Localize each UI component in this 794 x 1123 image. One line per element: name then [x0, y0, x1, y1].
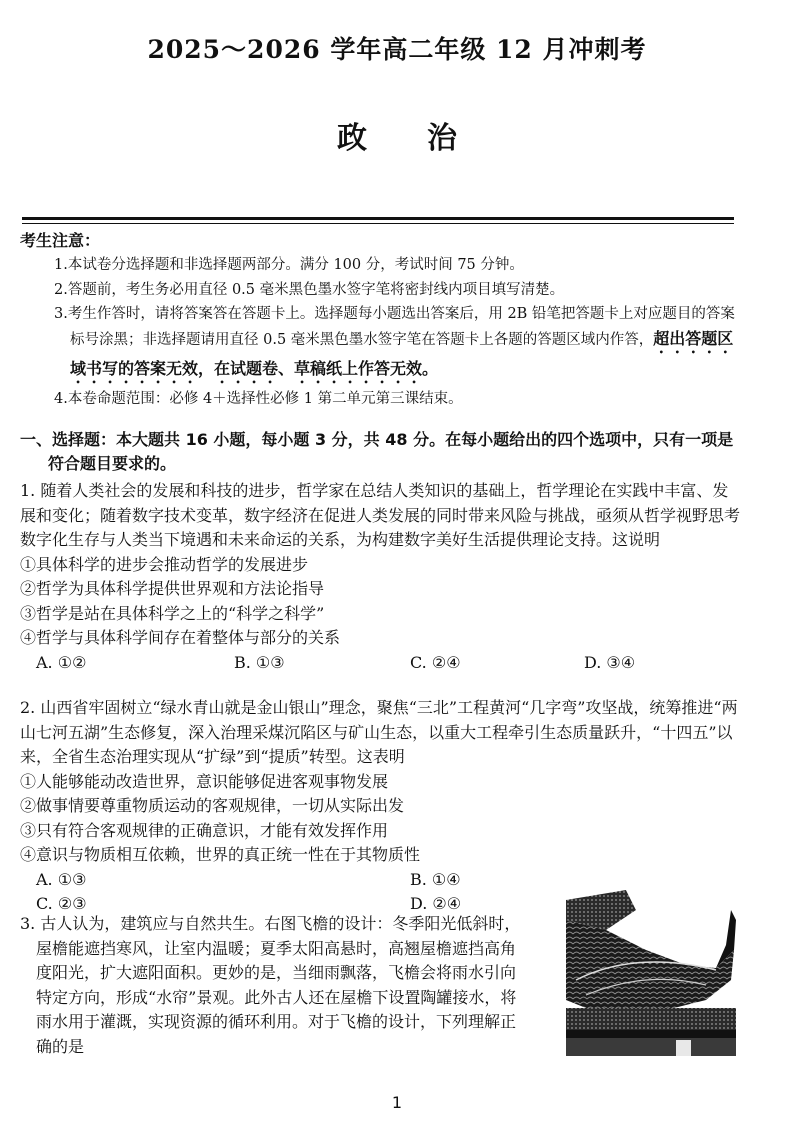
question-2-option-d: D. ②④ — [410, 893, 462, 913]
notice-item-3-emphasis: 超出答题区域书写的答案无效，在试题卷、草稿纸上作答无效。 — [70, 328, 734, 378]
question-3-line-5: 雨水用于灌溉，实现资源的循环利用。对于飞檐的设计，下列理解正 — [36, 1012, 517, 1031]
notice-item-2: 2.答题前，考生务必用直径 0.5 毫米黑色墨水签字笔将密封线内项目填写清楚。 — [54, 281, 565, 298]
question-3-line-3: 度阳光，扩大遮阳面积。更妙的是，当细雨飘落，飞檐会将雨水引向 — [36, 963, 517, 982]
question-1-option-b: B. ①③ — [234, 652, 285, 672]
question-1-statement-1: ①具体科学的进步会推动哲学的发展进步 — [20, 554, 309, 574]
question-1-option-a: A. ①② — [36, 652, 87, 672]
question-1-statement-2: ②哲学为具体科学提供世界观和方法论指导 — [20, 579, 325, 598]
notice-heading: 考生注意： — [20, 231, 101, 250]
question-3-line-6: 确的是 — [36, 1036, 85, 1056]
question-1-statement-3: ③哲学是站在具体科学之上的“科学之科学” — [20, 603, 325, 623]
notice-item-3 — [20, 302, 740, 387]
question-2 — [20, 696, 740, 916]
eaves-photo-icon — [566, 890, 736, 1056]
question-2-statement-1: ①人能够能动改造世界，意识能够促进客观事物发展 — [20, 771, 389, 791]
question-1-options — [20, 651, 740, 675]
exam-title: 2025～2026 学年高二年级 12 月冲刺考 — [147, 35, 647, 64]
notice-item-4: 4.本卷命题范围：必修 4＋选择性必修 1 第二单元第三课结束。 — [54, 390, 463, 407]
question-3-line-2: 屋檐能遮挡寒风，让室内温暖；夏季太阳高悬时，高翘屋檐遮挡高角 — [36, 938, 517, 958]
subject-title: 政治 — [337, 121, 517, 156]
question-2-statement-2: ②做事情要尊重物质运动的客观规律，一切从实际出发 — [20, 796, 405, 815]
divider-thick — [22, 217, 734, 220]
question-2-stem: 2. 山西省牢固树立“绿水青山就是金山银山”理念，聚焦“三北”工程黄河“几字弯”攻坚战，统筹推进“两山七河五湖”生态修复，深入治理采煤沉陷区与矿山生态，以重大工程牵引生态质量跃升，“十四五”以来，全省生态治理实现从“扩绿”到“提质”转型。这表明 — [20, 698, 738, 766]
notice-block — [20, 229, 740, 411]
question-2-statement-4: ④意识与物质相互依赖，世界的真正统一性在于其物质性 — [20, 845, 421, 864]
notice-item-3-text: 3.考生作答时，请将答案答在答题卡上。选择题每小题选出答案后，用 2B 铅笔把答题卡上对应题目的答案标号涂黑；非选择题请用直径 0.5 毫米黑色墨水签字笔在答题卡上各题的答题区域内作答， — [54, 306, 735, 348]
question-2-options-row1 — [20, 868, 740, 892]
page-number: 1 — [391, 1093, 403, 1112]
question-3-line-1: 3. 古人认为，建筑应与自然共生。右图飞檐的设计：冬季阳光低斜时， — [20, 914, 521, 933]
question-3-line-4: 特定方向，形成“水帘”景观。此外古人还在屋檐下设置陶罐接水，将 — [36, 987, 517, 1007]
question-1-stem: 1. 随着人类社会的发展和科技的进步，哲学家在总结人类知识的基础上，哲学理论在实践中丰富、发展和变化；随着数字技术变革，数字经济在促进人类发展的同时带来风险与挑战，亟须从哲学视野思考数字化生存与人类当下境遇和未来命运的关系，为构建数字美好生活提供理论支持。这说明 — [20, 481, 741, 549]
question-2-option-c: C. ②③ — [36, 893, 87, 913]
section-heading — [20, 428, 740, 476]
question-1-option-c: C. ②④ — [410, 652, 461, 672]
question-1 — [20, 479, 740, 675]
question-1-option-d: D. ③④ — [584, 652, 636, 672]
question-1-statement-4: ④哲学与具体科学间存在着整体与部分的关系 — [20, 628, 341, 647]
question-2-option-a: A. ①③ — [36, 869, 87, 889]
question-2-statement-3: ③只有符合客观规律的正确意识，才能有效发挥作用 — [20, 820, 389, 840]
section-heading-line1: 一、选择题：本大题共 16 小题，每小题 3 分，共 48 分。在每小题给出的四个选项中，只有一项是 — [20, 430, 734, 449]
question-2-option-b: B. ①④ — [410, 869, 461, 889]
section-heading-line2: 符合题目要求的。 — [48, 454, 177, 473]
notice-item-1: 1.本试卷分选择题和非选择题两部分。满分 100 分，考试时间 75 分钟。 — [54, 257, 524, 273]
divider-thin — [22, 223, 734, 224]
